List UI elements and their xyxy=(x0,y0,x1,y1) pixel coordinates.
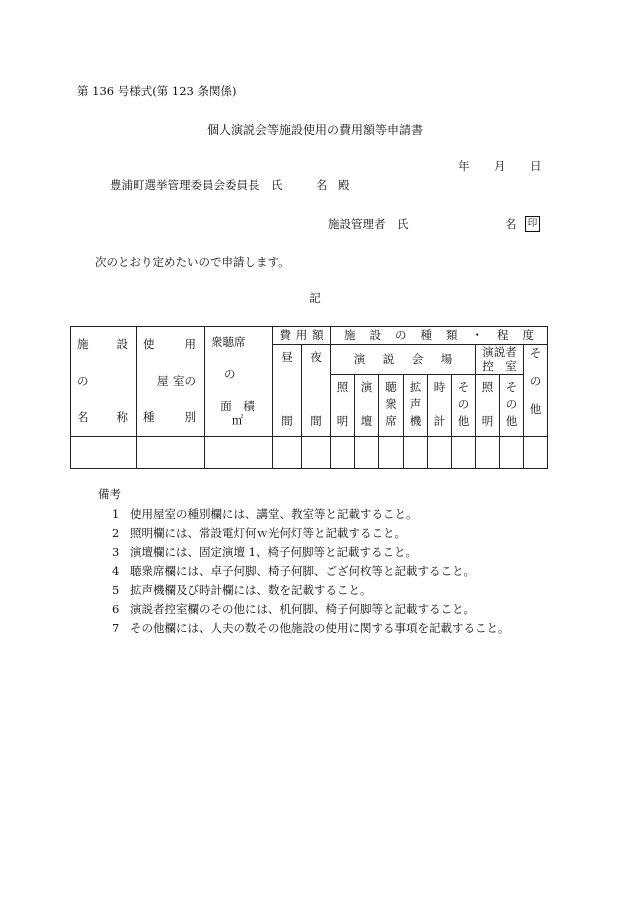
seating-area-header: 衆 聴 席 の 面 積 ㎡ xyxy=(205,327,273,437)
loudspeaker-cell[interactable] xyxy=(404,437,428,469)
remark-item: 7 その他欄には、人夫の数その他施設の使用に関する事項を記載すること。 xyxy=(112,621,510,635)
clock-cell[interactable] xyxy=(428,437,452,469)
hall-other-header: そ の 他 xyxy=(452,375,476,437)
remark-item: 3 演壇欄には、固定演壇 1、椅子何脚等と記載すること。 xyxy=(112,545,417,559)
waiting-room-header: 演説者 控 室 xyxy=(476,345,524,375)
remark-item: 5 拡声機欄及び時計欄には、数を記載すること。 xyxy=(112,583,372,597)
waiting-other-cell[interactable] xyxy=(500,437,524,469)
remark-item: 4 聴衆席欄には、卓子何脚、椅子何脚、ござ何枚等と記載すること。 xyxy=(112,564,475,578)
applicant-name-label: 名 xyxy=(505,217,517,231)
seating-area-cell[interactable] xyxy=(205,437,273,469)
room-type-cell[interactable] xyxy=(137,437,205,469)
facility-type-header: 施 設 の 種 類 ・ 程 度 xyxy=(331,327,548,345)
facility-name-cell[interactable] xyxy=(71,437,137,469)
waiting-other-header: そ の 他 xyxy=(500,375,524,437)
applicant-label: 施設管理者 氏 xyxy=(328,217,409,231)
loudspeaker-header: 拡 声 機 xyxy=(404,375,428,437)
hall-other-cell[interactable] xyxy=(452,437,476,469)
waiting-lighting-header: 照 明 xyxy=(476,375,500,437)
speech-hall-header: 演 説 会 場 xyxy=(331,345,476,375)
date-year-label: 年 xyxy=(458,159,470,173)
daytime-header: 昼 間 xyxy=(273,345,302,437)
facility-cost-table xyxy=(70,326,548,469)
clock-header: 時 計 xyxy=(428,375,452,437)
facility-name-header: 施 設 の 名 称 xyxy=(71,327,137,437)
audience-seats-header: 聴 衆 席 xyxy=(379,375,404,437)
lighting-header: 照 明 xyxy=(331,375,355,437)
daytime-cost-cell[interactable] xyxy=(273,437,302,469)
other-header: そ の 他 xyxy=(524,345,548,437)
remark-item: 6 演説者控室欄のその他には、机何脚、椅子何脚等と記載すること。 xyxy=(112,602,475,616)
ki-heading: 記 xyxy=(309,291,321,305)
intro-text: 次のとおり定めたいので申請します。 xyxy=(95,255,290,269)
document-title: 個人演説会等施設使用の費用額等申請書 xyxy=(206,123,423,137)
remark-item: 2 照明欄には、常設電灯何ｗ光何灯等と記載すること。 xyxy=(112,526,406,540)
audience-seats-cell[interactable] xyxy=(379,437,404,469)
cost-header: 費 用 額 xyxy=(273,327,331,345)
waiting-lighting-cell[interactable] xyxy=(476,437,500,469)
remark-item: 1 使用屋室の種別欄には、講堂、教室等と記載すること。 xyxy=(112,507,418,521)
remarks-title: 備考 xyxy=(98,487,121,501)
date-day-label: 日 xyxy=(530,159,542,173)
date-month-label: 月 xyxy=(494,159,506,173)
room-type-header: 使 用 屋 室の 種 別 xyxy=(137,327,205,437)
podium-header: 演 壇 xyxy=(355,375,379,437)
night-header: 夜 間 xyxy=(302,345,331,437)
addressee-position: 豊浦町選挙管理委員会委員長 氏 xyxy=(110,178,283,192)
lighting-cell[interactable] xyxy=(331,437,355,469)
other-cell[interactable] xyxy=(524,437,548,469)
table-row xyxy=(71,437,548,469)
form-number: 第 136 号様式(第 123 条関係) xyxy=(77,84,237,98)
addressee-name-label: 名 xyxy=(316,178,328,192)
seal-mark: 印 xyxy=(525,216,540,232)
night-cost-cell[interactable] xyxy=(302,437,331,469)
addressee-honorific: 殿 xyxy=(338,178,350,192)
podium-cell[interactable] xyxy=(355,437,379,469)
